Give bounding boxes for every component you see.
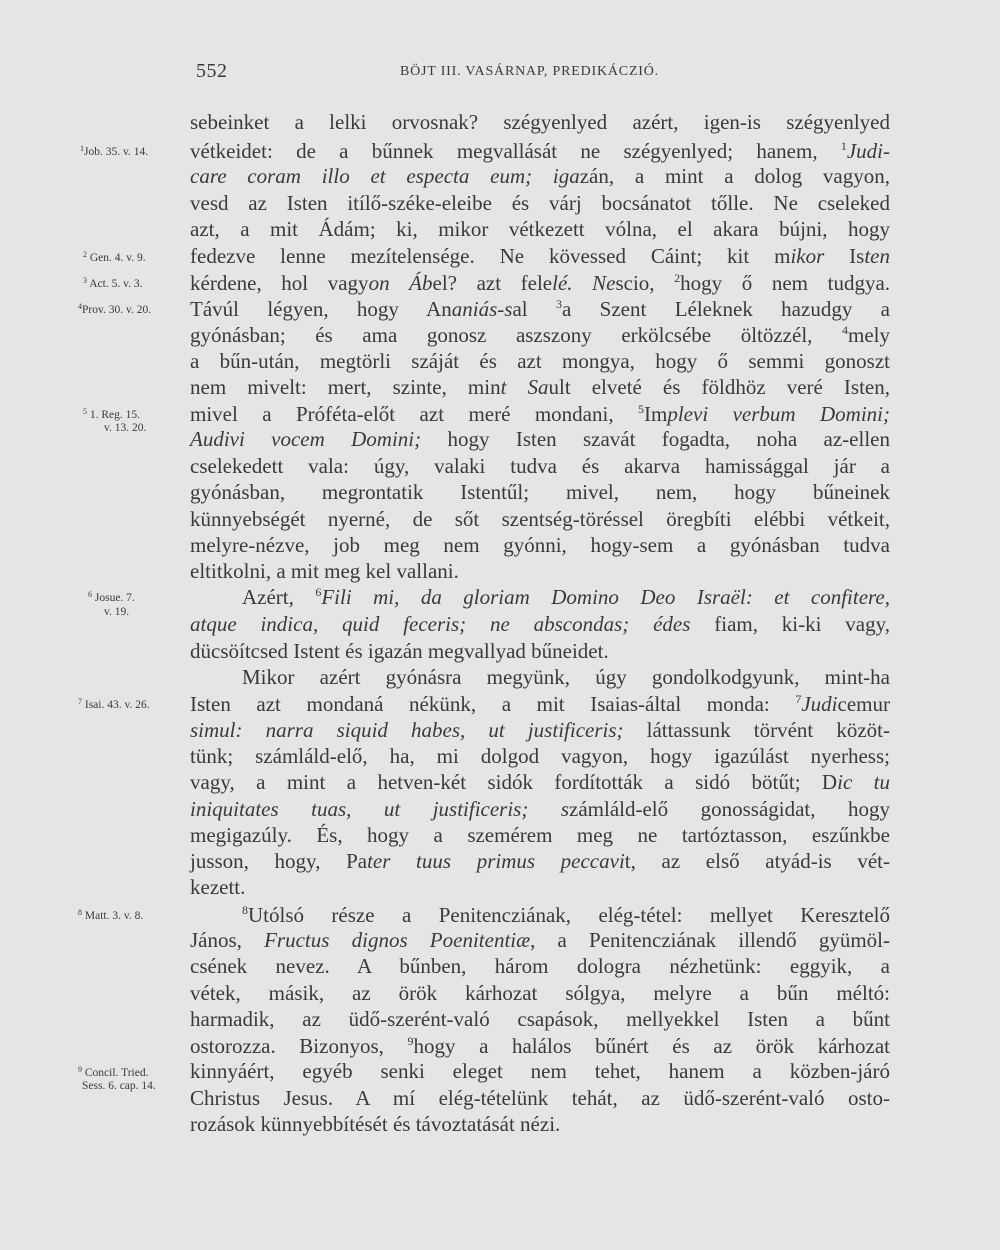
margin-reference: $^4$Prov. 30. v. 20. (78, 302, 152, 316)
footnote-marker: 5 (638, 402, 645, 416)
text-line: künnyebségét nyerné, de sőt szentség-töréssel öregbíti elébbi vétkeit, (190, 507, 890, 531)
text-line: dücsöítcsed Istent és igazán megvallyad bűneidet. (190, 639, 609, 663)
text-line: iniquitates tuas, ut justificeris; számláld-elő gonosságidat, hogy (190, 797, 890, 821)
text-line: vagy, a mint a hetven-két sidók fordították a sidó bötűt; Dic tu (190, 770, 890, 794)
latin-quote: on Áb (368, 271, 433, 295)
text-line: nem mivelt: mert, szinte, mint Sault elveté és földhöz veré Isten, (190, 375, 890, 399)
text-line: azt, a mit Ádám; ki, mikor vétkezett vólna, el akara bújni, hogy (190, 217, 890, 241)
margin-reference: $^5$ 1. Reg. 15. (83, 407, 141, 421)
footnote-marker: 9 (407, 1034, 414, 1048)
latin-quote: lé. Ne (552, 271, 616, 295)
text-line: Távúl légyen, hogy Ananiás-sal $^3$a Szent Léleknek hazudgy a (190, 297, 890, 321)
margin-reference: $^6$ Josue. 7. (88, 590, 135, 604)
footnote-marker: 2 (674, 271, 681, 285)
footnote-marker: 3 (556, 297, 562, 311)
latin-quote: ter tuus primus peccavi (367, 849, 625, 873)
page-number: 552 (196, 60, 228, 82)
text-line: megigazúly. És, hogy a szemérem meg ne tartóztasson, eszűnkbe (190, 823, 890, 847)
footnote-marker: 9 (78, 1065, 82, 1074)
text-line: melyre-nézve, job meg nem gyónni, hogy-sem a gyónásban tudva (190, 533, 890, 557)
text-line: fedezve lenne mezítelensége. Ne kövessed Cáint; kit mikor Isten (190, 244, 890, 268)
margin-reference: $^2$ Gen. 4. v. 9. (83, 250, 146, 264)
margin-reference: $^8$ Matt. 3. v. 8. (78, 908, 144, 922)
text-line: vesd az Isten itílő-széke-eleibe és várj bocsánatot tőlle. Ne cseleked (190, 191, 890, 215)
latin-quote: atque indica, quid feceris; ne abscondas; édes (190, 612, 691, 636)
text-line: csének nevez. A bűnben, három dologra nézhetünk: eggyik, a (190, 954, 890, 978)
footnote-marker: 6 (315, 585, 322, 599)
footnote-marker: 5 (83, 407, 87, 416)
footnote-marker: 4 (78, 302, 82, 311)
text-line: Christus Jesus. A mí elég-tételünk tehát, az üdő-szerént-való osto- (190, 1086, 890, 1110)
latin-quote: Fructus dignos Poenitentiæ (264, 928, 531, 952)
text-line: eltitkolni, a mit meg kel vallani. (190, 559, 459, 583)
latin-quote: ic tu (837, 770, 890, 794)
text-line: sebeinket a lelki orvosnak? szégyenlyed azért, igen-is szégyenlyed (190, 110, 890, 134)
text-line: gyónásban; és ama gonosz aszszony erkölcsébe öltözzél, $^4$mely (190, 323, 890, 347)
latin-quote: Fili mi, da gloriam Domino Deo Israël: et confitere, (321, 585, 890, 609)
margin-reference: $^1$Job. 35. v. 14. (80, 144, 149, 158)
footnote-marker: 1 (80, 144, 84, 153)
text-line: rozások künnyebbítését és távoztatását nézi. (190, 1112, 561, 1136)
text-line: Isten azt mondaná nékünk, a mit Isaias-által monda: $^7$Judicemur (190, 692, 890, 716)
margin-reference: $^9$ Concil. Tried. (78, 1065, 149, 1079)
text-line: gyónásban, megrontatik Istentűl; mivel, nem, hogy bűneinek (190, 480, 890, 504)
margin-reference: $^3$ Act. 5. v. 3. (83, 276, 143, 290)
latin-quote: aniás-s (451, 297, 513, 321)
text-line: jusson, hogy, Pater tuus primus peccavit, az első atyád-is vét- (190, 849, 891, 873)
footnote-marker: 6 (88, 590, 92, 599)
footnote-marker: 8 (242, 903, 248, 917)
text-line: harmadik, az üdő-szerént-való csapások, mellyekkel Isten a bűnt (190, 1007, 890, 1031)
footnote-marker: 2 (83, 250, 87, 259)
margin-reference: Sess. 6. cap. 14. (82, 1080, 156, 1092)
text-line: vétek, másik, az örök kárhozat sólgya, melyre a bűn méltó: (190, 981, 890, 1005)
text-line: vétkeidet: de a bűnnek megvallását ne szégyenlyed; hanem, $^1$Judi- (190, 139, 890, 163)
text-line: kérdene, hol vagyon Ábel? azt felelé. Nescio, $^2$hogy ő nem tudgya. (190, 271, 891, 295)
footnote-marker: 8 (78, 908, 82, 917)
margin-reference: $^7$ Isai. 43. v. 26. (78, 697, 150, 711)
latin-quote: simul: narra siquid habes, ut justificeris; (190, 718, 624, 742)
text-line: care coram illo et especta eum; igazán, a mint a dolog vagyon, (190, 164, 890, 188)
text-line: mivel a Próféta-előt azt meré mondani, $^5$Implevi verbum Domini; (190, 402, 890, 426)
margin-reference: v. 13. 20. (104, 422, 147, 434)
latin-quote: care coram illo et especta eum; iga (190, 164, 580, 188)
footnote-marker: 7 (795, 692, 802, 706)
text-line: Audivi vocem Domini; hogy Isten szavát fogadta, noha az-ellen (190, 427, 890, 451)
text-line: János, Fructus dignos Poenitentiæ, a Penitencziának illendő gyümöl- (190, 928, 891, 952)
latin-quote: Judi (801, 692, 838, 716)
text-line: kinnyáért, egyéb senki eleget nem tehet, hanem a közben-járó (190, 1059, 890, 1083)
running-head: BÖJT III. VASÁRNAP, PREDIKÁCZIÓ. (400, 64, 659, 79)
footnote-marker: 1 (840, 139, 847, 153)
latin-quote: Audivi vocem Domini; (190, 427, 448, 451)
text-line: $^8$Utólsó része a Penitencziának, elég-tétel: mellyet Keresztelő (242, 903, 890, 927)
latin-quote: t Sa (500, 375, 549, 399)
latin-quote: Judi (846, 139, 883, 163)
latin-quote: ikor (790, 244, 850, 268)
text-line: a bűn-után, megtörli száját és azt mongya, hogy ő semmi gonoszt (190, 349, 890, 373)
text-line: Azért, $^6$Fili mi, da gloriam Domino Deo Israël: et confitere, (242, 585, 890, 609)
text-line: atque indica, quid feceris; ne abscondas; édes fiam, ki-ki vagy, (190, 612, 890, 636)
text-line: Mikor azért gyónásra megyünk, úgy gondolkodgyunk, mint-ha (242, 665, 890, 689)
text-line: kezett. (190, 875, 246, 899)
footnote-marker: 7 (78, 697, 82, 706)
latin-quote: iniquitates tuas, ut justificeris; s (190, 797, 570, 821)
text-line: tünk; számláld-elő, ha, mi dolgod vagyon, hogy igazúlást nyerhess; (190, 744, 890, 768)
latin-quote: ten (864, 244, 890, 268)
latin-quote: plevi verbum Domini; (667, 402, 890, 426)
footnote-marker: 3 (83, 276, 87, 285)
footnote-marker: 4 (842, 323, 848, 337)
margin-reference: v. 19. (104, 606, 130, 618)
text-line: cselekedett vala: úgy, valaki tudva és akarva hamissággal jár a (190, 454, 890, 478)
text-line: ostorozza. Bizonyos, $^9$hogy a halálos bűnért és az örök kárhozat (190, 1034, 890, 1058)
text-line: simul: narra siquid habes, ut justificeris; láttassunk törvént közöt- (190, 718, 890, 742)
